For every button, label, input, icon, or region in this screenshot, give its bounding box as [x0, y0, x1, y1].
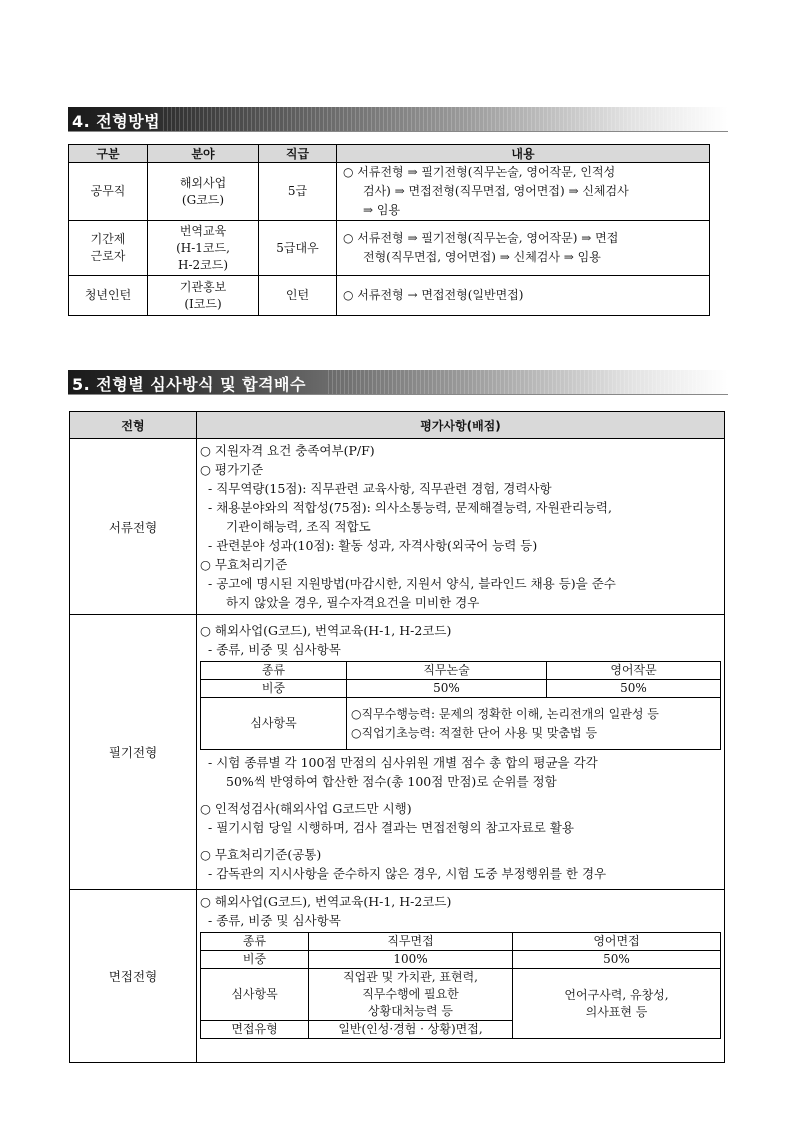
header-field: 분야: [148, 145, 259, 163]
row-field: 해외사업 (G코드): [148, 163, 259, 221]
section4-title-bar: [68, 107, 728, 132]
row-content: ○ 서류전형 ⇒ 필기전형(직무논술, 영어작문, 인적성 검사) ⇒ 면접전형(직무면접, 영어면접) ⇒ 신체검사 ⇒ 임용: [337, 163, 710, 221]
header-category: 구분: [69, 145, 148, 163]
table-row: [69, 221, 710, 276]
stage-criteria: ○ 지원자격 요건 충족여부(P/F) ○ 평가기준 - 직무역량(15점): 직무관련 교육사항, 직무관련 경험, 경력사항 - 채용분야와의 적합성(75점): 의사소통능력, 문제해결능력, 자원관리능력, 기관이해능력, 조직 적합도 - 관련분야 성과(10점): 활동 성과, 자격사항(외국어 능력 등) ○ 무효처리기준 - 공고에 명시된 지원방법(마감시한, 지원서 양식, 블라인드 채용 등)을 준수 하지 않았을 경우, 필수자격요건을 미비한 경우: [197, 439, 725, 615]
weight-label: 비중: [201, 680, 347, 698]
sub-header: 영어면접: [513, 933, 721, 951]
type-label: 면접유형: [201, 1021, 309, 1039]
table-header-row: [69, 145, 710, 163]
items-label: 심사항목: [201, 698, 347, 750]
row-type: 기간제 근로자: [69, 221, 148, 276]
stage-criteria: ○ 해외사업(G코드), 번역교육(H-1, H-2코드) - 종류, 비중 및 심사항목 종류 직무논술 영어작문 비중 50% 50% 심사항목 ○직무수행능력: 문제의 정확한 이해, 논리전개의 일관성 등 ○직업기초능력: 적절한 단어 사용 및 맞춤법 등 - 시험 종류별 각 100점 만점의 심사위원 개별 점수 총 합의 평균을 각각 50%씩 반영하여 합산한 점수(총 100점 만점)로 순위를 정함 ○ 인적성검사(해외사업 G코드만 시행) - 필기시험 당일 시행하며, 검사 결과는 면접전형의 참고자료로 활용 ○ 무효처리기준(공통) - 감독관의 지시사항을 준수하지 않은 경우, 시험 도중 부정행위를 한 경우: [197, 615, 725, 890]
evaluation-table: [69, 411, 725, 1063]
row-content: ○ 서류전형 ⇒ 필기전형(직무논술, 영어작문) ⇒ 면접 전형(직무면접, 영어면접) ⇒ 신체검사 ⇒ 임용: [337, 221, 710, 276]
table-header-row: [70, 412, 725, 439]
header-stage: 전형: [70, 412, 197, 439]
section5-title-bar: [68, 370, 728, 395]
selection-method-table: [68, 144, 710, 316]
sub-header: 종류: [201, 933, 309, 951]
section4-title: 4. 전형방법: [72, 112, 161, 131]
header-content: 내용: [337, 145, 710, 163]
row-grade: 5급대우: [259, 221, 337, 276]
table-row-written: [70, 615, 725, 890]
sub-header: 직무면접: [309, 933, 513, 951]
weight-value: 50%: [513, 951, 721, 969]
table-row: [69, 163, 710, 221]
row-field: 번역교육 (H-1코드, H-2코드): [148, 221, 259, 276]
row-grade: 5급: [259, 163, 337, 221]
weight-value: 100%: [309, 951, 513, 969]
weight-value: 50%: [347, 680, 547, 698]
interview-subtable: [200, 932, 721, 1039]
header-grade: 직급: [259, 145, 337, 163]
stage-label: 면접전형: [70, 890, 197, 1063]
sub-header: 영어작문: [547, 662, 721, 680]
written-subtable: [200, 661, 721, 750]
row-content: ○ 서류전형 → 면접전형(일반면접): [337, 276, 710, 316]
row-type: 청년인턴: [69, 276, 148, 316]
job-items: 직업관 및 가치관, 표현력, 직무수행에 필요한 상황대처능력 등: [309, 969, 513, 1021]
eng-items: 언어구사력, 유창성, 의사표현 등: [513, 969, 721, 1039]
items-label: 심사항목: [201, 969, 309, 1021]
row-grade: 인턴: [259, 276, 337, 316]
sub-header: 직무논술: [347, 662, 547, 680]
table-row: [69, 276, 710, 316]
row-type: 공무직: [69, 163, 148, 221]
table-row-document: [70, 439, 725, 615]
weight-value: 50%: [547, 680, 721, 698]
sub-header: 종류: [201, 662, 347, 680]
stage-criteria: ○ 해외사업(G코드), 번역교육(H-1, H-2코드) - 종류, 비중 및 심사항목 종류 직무면접 영어면접 비중 100% 50% 심사항목 직업관 및 가치관, 표현력, 직무수행에 필요한 상황대처능력 등 언어구사력, 유창성, 의사표현 등 면접유형 일반(인성·경험 · 상황)면접,: [197, 890, 725, 1063]
type-value: 일반(인성·경험 · 상황)면접,: [309, 1021, 513, 1039]
items-value: ○직무수행능력: 문제의 정확한 이해, 논리전개의 일관성 등 ○직업기초능력: 적절한 단어 사용 및 맞춤법 등: [347, 698, 721, 750]
section5-title: 5. 전형별 심사방식 및 합격배수: [72, 375, 306, 394]
stage-label: 서류전형: [70, 439, 197, 615]
row-field: 기관홍보 (I코드): [148, 276, 259, 316]
stage-label: 필기전형: [70, 615, 197, 890]
table-row-interview: [70, 890, 725, 1063]
header-criteria: 평가사항(배점): [197, 412, 725, 439]
weight-label: 비중: [201, 951, 309, 969]
